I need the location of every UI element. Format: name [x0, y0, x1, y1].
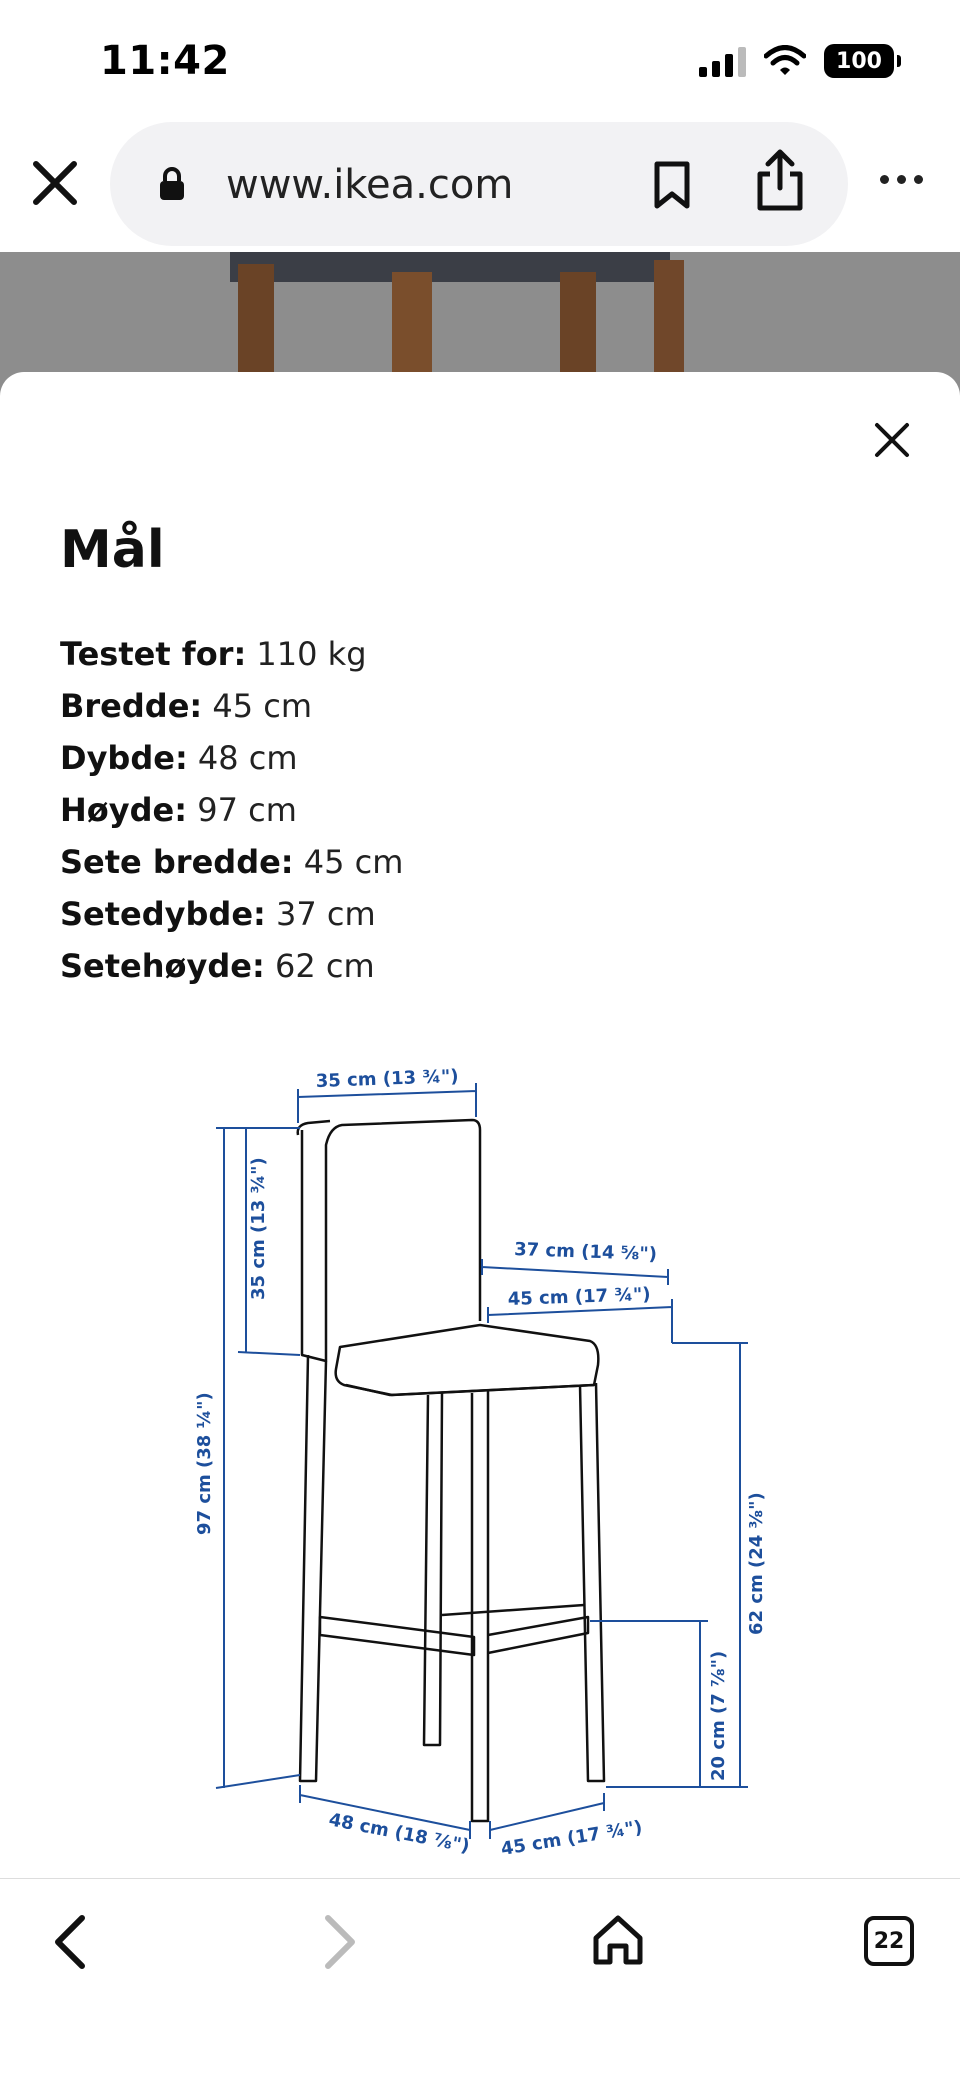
label-total-height: 97 cm (38 ¼")	[194, 1392, 215, 1535]
bookmark-icon[interactable]	[650, 160, 694, 210]
label-seat-height: 62 cm (24 ⅜")	[746, 1492, 767, 1635]
sheet-title: Mål	[60, 520, 165, 580]
spec-label: Dybde:	[60, 739, 188, 777]
label-seat-width: 45 cm (17 ¾")	[507, 1284, 651, 1310]
spec-value: 48 cm	[197, 739, 298, 777]
spec-value: 45 cm	[303, 843, 404, 881]
spec-row	[60, 940, 403, 992]
spec-value: 110 kg	[256, 635, 367, 673]
back-icon[interactable]	[50, 1912, 90, 1972]
battery-icon: 100	[824, 44, 894, 78]
spec-row	[60, 680, 403, 732]
spec-list	[60, 628, 403, 992]
spec-label: Testet for:	[60, 635, 247, 673]
spec-label: Setedybde:	[60, 895, 266, 933]
cellular-signal-icon	[699, 45, 746, 77]
lock-icon	[158, 166, 186, 202]
label-width: 45 cm (17 ¾")	[499, 1816, 644, 1860]
label-depth: 48 cm (18 ⅞")	[327, 1809, 472, 1858]
spec-value: 62 cm	[274, 947, 375, 985]
spec-row	[60, 732, 403, 784]
status-icons	[699, 44, 894, 78]
spec-label: Setehøyde:	[60, 947, 265, 985]
label-footrest-height: 20 cm (7 ⅞")	[708, 1650, 729, 1781]
url-text[interactable]: www.ikea.com	[226, 162, 514, 208]
share-icon[interactable]	[752, 148, 808, 214]
status-bar	[0, 0, 960, 118]
label-back-height: 35 cm (13 ¾")	[248, 1157, 269, 1300]
close-tab-icon[interactable]	[28, 156, 82, 210]
home-icon[interactable]	[590, 1912, 646, 1968]
spec-label: Bredde:	[60, 687, 203, 725]
browser-bottom-bar	[0, 1878, 960, 2079]
spec-row	[60, 784, 403, 836]
spec-row	[60, 888, 403, 940]
dimension-lines	[216, 1083, 748, 1839]
close-icon[interactable]	[872, 420, 912, 460]
status-time: 11:42	[100, 38, 230, 84]
spec-value: 97 cm	[197, 791, 297, 829]
dimension-diagram	[180, 1055, 800, 1875]
more-options-icon[interactable]	[880, 175, 923, 184]
spec-label: Sete bredde:	[60, 843, 294, 881]
label-back-width: 35 cm (13 ¾")	[315, 1066, 459, 1092]
spec-row	[60, 628, 403, 680]
wifi-icon	[764, 45, 806, 77]
chair-drawing	[298, 1120, 604, 1821]
label-seat-depth: 37 cm (14 ⅝")	[513, 1239, 658, 1265]
spec-value: 45 cm	[212, 687, 313, 725]
tabs-button[interactable]: 22	[864, 1916, 914, 1966]
forward-icon[interactable]	[320, 1912, 360, 1972]
spec-value: 37 cm	[276, 895, 376, 933]
spec-row	[60, 836, 403, 888]
spec-label: Høyde:	[60, 791, 188, 829]
